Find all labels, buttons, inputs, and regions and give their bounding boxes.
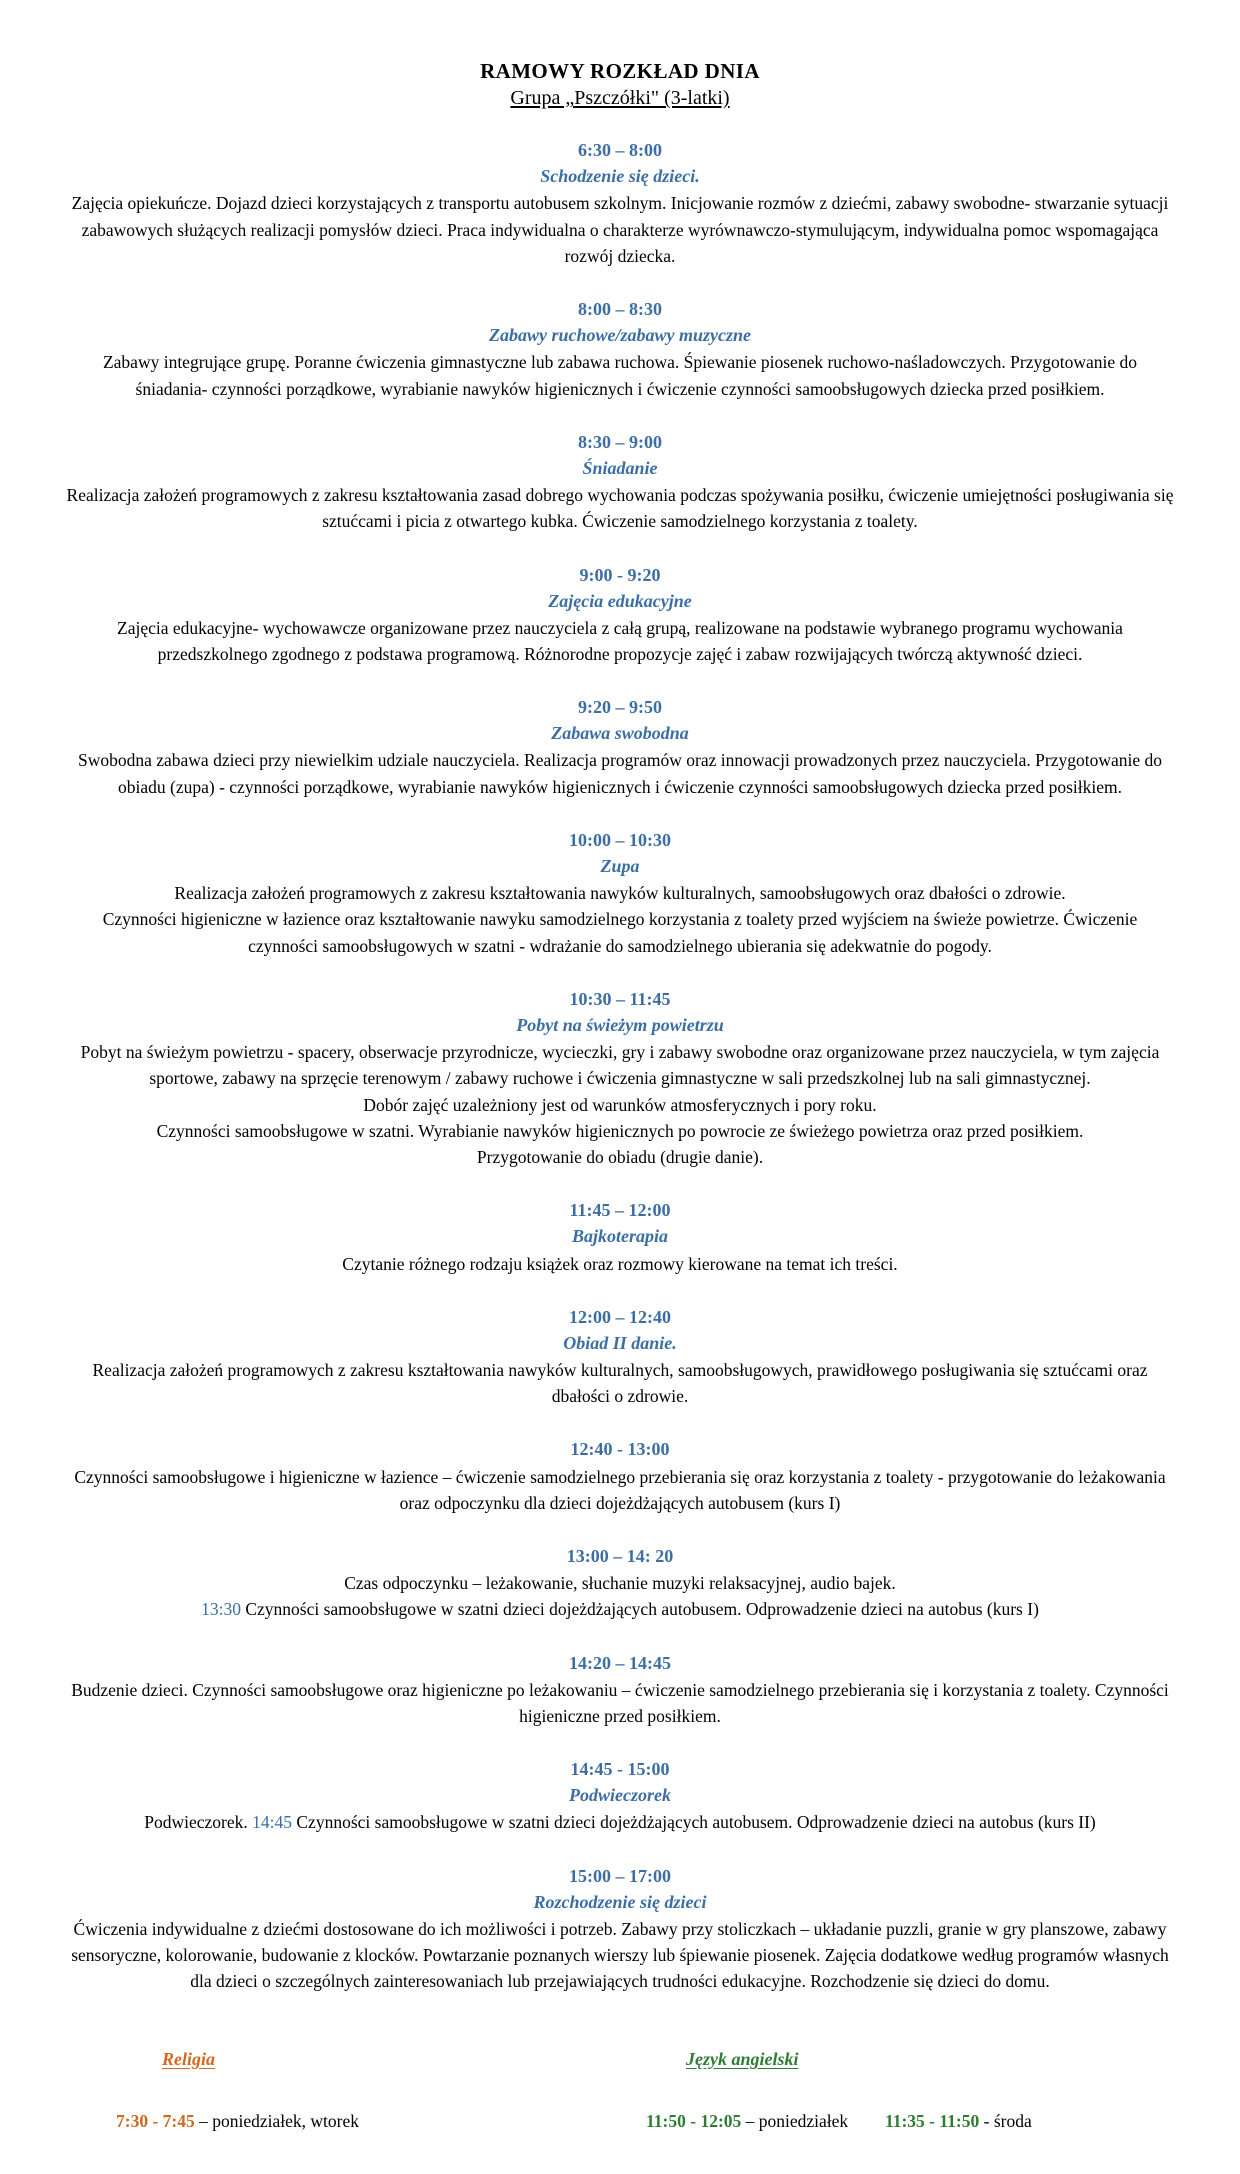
schedule-block-paragraph: Realizacja założeń programowych z zakresu kształtowania zasad dobrego wychowania podczas spożywania posiłku, ćwiczenie umiejętności posługiwania się sztućcami i picia z otwartego kubka. Ćwiczenie samodzielnego korzystania z toalety. <box>66 485 1174 532</box>
document-subtitle <box>66 85 1174 111</box>
schedule-block-paragraph: Ćwiczenia indywidualne z dziećmi dostosowane do ich możliwości i potrzeb. Zabawy przy stoliczkach – układanie puzzli, granie w gry planszowe, zabawy sensoryczne, kolorowanie, budowanie z klocków. Powtarzanie poznanych wierszy lub śpiewanie piosenek. Zajęcia dodatkowe według programów własnych dla dzieci o szczególnych zainteresowaniach lub przejawiających trudności edukacyjne. Rozchodzenie się dzieci do domu. <box>71 1918 1169 1992</box>
schedule-block-body <box>66 1357 1174 1410</box>
schedule-block-paragraph: Pobyt na świeżym powietrzu - spacery, obserwacje przyrodnicze, wycieczki, gry i zabawy swobodne oraz organizowane przez nauczyciela, w tym zajęcia sportowe, zabawy na sprzęcie terenowym / zabawy ruchowe i ćwiczenia gimnastyczne w sali przedszkolnej lub na sali gimnastycznej. <box>80 1042 1160 1089</box>
schedule-block-body <box>66 1809 1174 1835</box>
schedule-block-paragraph: Czas odpoczynku – leżakowanie, słuchanie muzyki relaksacyjnej, audio bajek. <box>344 1573 896 1594</box>
schedule-block-paragraph: Swobodna zabawa dzieci przy niewielkim udziale nauczyciela. Realizacja programów oraz innowacji prowadzonych przez nauczyciela. Przygotowanie do obiadu (zupa) - czynności porządkowe, wyrabianie nawyków higienicznych i ćwiczenie czynności samoobsługowych dziecka przed posiłkiem. <box>77 750 1163 797</box>
schedule-block <box>66 1543 1174 1623</box>
schedule-block-time: 14:45 - 15:00 <box>570 1759 670 1780</box>
schedule-block-heading: Podwieczorek <box>569 1785 671 1806</box>
angielski-days-slot-2: - środa <box>983 2110 1032 2131</box>
religia-time: 7:30 - 7:45 <box>116 2110 195 2131</box>
schedule-block-paragraph: Zajęcia opiekuńcze. Dojazd dzieci korzystających z transportu autobusem szkolnym. Inicjowanie rozmów z dziećmi, zabawy swobodne- stwarzanie sytuacji zabawowych służących realizacji pomysłów dzieci. Praca indywidualna o charakterze wyrównawczo-stymulującym, indywidualna pomoc wspomagająca rozwój dziecka. <box>71 193 1169 266</box>
schedule-block-body <box>66 1464 1174 1517</box>
inline-line-time: 14:45 <box>252 1812 292 1833</box>
document-title: RAMOWY ROZKŁAD DNIA <box>480 59 760 83</box>
footer-column-angielski <box>620 2047 1174 2134</box>
schedule-block-body <box>66 615 1174 668</box>
schedule-block <box>66 1756 1174 1835</box>
schedule-block-paragraph: Czynności higieniczne w łazience oraz kształtowanie nawyku samodzielnego korzystania z toalety przed wyjściem na świeże powietrze. Ćwiczenie czynności samoobsługowych w szatni - wdrażanie do samodzielnego ubierania się adekwatnie do pogody. <box>102 909 1138 956</box>
schedule-block-time: 8:30 – 9:00 <box>578 431 662 452</box>
schedule-block-inline-time-line <box>66 1809 1174 1835</box>
schedule-block-paragraph: Budzenie dzieci. Czynności samoobsługowe oraz higieniczne po leżakowaniu – ćwiczenie samodzielnego przebierania się i korzystania z toalety. Czynności higieniczne przed posiłkiem. <box>71 1679 1169 1726</box>
schedule-block-body <box>66 349 1174 402</box>
inline-line-text: Czynności samoobsługowe w szatni dzieci dojeżdżających autobusem. Odprowadzenie dzieci na autobus (kurs I) <box>245 1599 1039 1620</box>
schedule-block-paragraph: Zabawy integrujące grupę. Poranne ćwiczenia gimnastyczne lub zabawa ruchowa. Śpiewanie piosenek ruchowo-naśladowczych. Przygotowanie do śniadania- czynności porządkowe, wyrabianie nawyków higienicznych i ćwiczenie czynności samoobsługowych dziecka przed posiłkiem. <box>102 352 1138 399</box>
schedule-block-paragraph: Czytanie różnego rodzaju książek oraz rozmowy kierowane na temat ich treści. <box>342 1253 898 1274</box>
schedule-block <box>66 296 1174 402</box>
schedule-block <box>66 1197 1174 1276</box>
schedule-block-paragraph: Przygotowanie do obiadu (drugie danie). <box>476 1147 764 1168</box>
inline-line-text: Czynności samoobsługowe w szatni dzieci dojeżdżających autobusem. Odprowadzenie dzieci na autobus (kurs II) <box>296 1812 1096 1833</box>
inline-line-time: 13:30 <box>201 1599 241 1620</box>
footer-extra-activities <box>66 2047 1174 2134</box>
schedule-block-body <box>66 747 1174 800</box>
schedule-block-body <box>66 1916 1174 1995</box>
schedule-block <box>66 986 1174 1170</box>
religia-title: Religia <box>162 2048 215 2069</box>
schedule-block-heading: Zabawa swobodna <box>551 723 689 744</box>
schedule-block-time: 15:00 – 17:00 <box>569 1865 671 1886</box>
schedule-block-time: 12:00 – 12:40 <box>569 1306 671 1327</box>
schedule-block-body <box>66 880 1174 959</box>
religia-days: – poniedziałek, wtorek <box>199 2110 359 2131</box>
schedule-block-body <box>66 1570 1174 1623</box>
schedule-list <box>66 137 1174 1994</box>
schedule-block-heading: Rozchodzenie się dzieci <box>533 1891 707 1912</box>
footer-column-religia <box>66 2047 620 2134</box>
schedule-block-paragraph: Realizacja założeń programowych z zakresu kształtowania nawyków kulturalnych, samoobsługowych oraz dbałości o zdrowie. <box>174 883 1066 904</box>
schedule-block-time: 13:00 – 14: 20 <box>566 1546 674 1567</box>
schedule-block <box>66 1650 1174 1730</box>
inline-line-prefix: Podwieczorek. <box>144 1812 248 1833</box>
schedule-block-body <box>66 1039 1174 1170</box>
schedule-block-paragraph: Czynności samoobsługowe i higieniczne w łazience – ćwiczenie samodzielnego przebierania się oraz korzystania z toalety - przygotowanie do leżakowania oraz odpoczynku dla dzieci dojeżdżających autobusem (kurs I) <box>74 1466 1166 1513</box>
schedule-block-time: 6:30 – 8:00 <box>578 140 662 161</box>
schedule-block-heading: Schodzenie się dzieci. <box>540 166 700 187</box>
angielski-schedule-line <box>646 2108 1174 2134</box>
angielski-days-slot-1: – poniedziałek <box>745 2110 849 2131</box>
schedule-block <box>66 827 1174 959</box>
schedule-block-time: 9:00 - 9:20 <box>579 564 661 585</box>
angielski-time-slot-1: 11:50 - 12:05 <box>646 2110 742 2131</box>
schedule-block <box>66 1863 1174 1995</box>
schedule-block-time: 12:40 - 13:00 <box>570 1439 670 1460</box>
schedule-block <box>66 429 1174 535</box>
schedule-block-body <box>66 1677 1174 1730</box>
angielski-title: Język angielski <box>686 2048 799 2069</box>
schedule-block-body <box>66 190 1174 269</box>
schedule-block <box>66 694 1174 800</box>
schedule-block-time: 9:20 – 9:50 <box>578 697 662 718</box>
angielski-time-slot-2: 11:35 - 11:50 <box>884 2110 980 2131</box>
schedule-block <box>66 1304 1174 1410</box>
schedule-block-paragraph: Zajęcia edukacyjne- wychowawcze organizowane przez nauczyciela z całą grupą, realizowane na podstawie wybranego programu wychowania przedszkolnego zgodnego z podstawa programową. Różnorodne propozycje zajęć i zabaw rozwijających twórczą aktywność dzieci. <box>117 617 1123 664</box>
schedule-block-heading: Pobyt na świeżym powietrzu <box>516 1014 724 1035</box>
religia-schedule-line <box>116 2108 620 2134</box>
schedule-block-paragraph: Realizacja założeń programowych z zakresu kształtowania nawyków kulturalnych, samoobsługowych, prawidłowego posługiwania się sztućcami oraz dbałości o zdrowie. <box>92 1359 1148 1407</box>
schedule-block-heading: Zajęcia edukacyjne <box>548 590 692 611</box>
schedule-block-paragraph: Czynności samoobsługowe w szatni. Wyrabianie nawyków higienicznych po powrocie ze świeżego powietrza oraz przed posiłkiem. <box>156 1120 1084 1141</box>
schedule-block-time: 10:00 – 10:30 <box>569 829 671 850</box>
schedule-block-heading: Zupa <box>600 856 640 877</box>
schedule-block <box>66 137 1174 269</box>
schedule-block-heading: Śniadanie <box>582 457 658 478</box>
schedule-block-inline-time-line <box>66 1596 1174 1622</box>
document-subtitle-text: Grupa „Pszczółki" (3-latki) <box>510 87 730 110</box>
schedule-block <box>66 562 1174 668</box>
schedule-block-body <box>66 1251 1174 1277</box>
schedule-block <box>66 1436 1174 1516</box>
schedule-block-paragraph: Dobór zajęć uzależniony jest od warunków atmosferycznych i pory roku. <box>363 1094 877 1115</box>
schedule-block-time: 8:00 – 8:30 <box>578 299 662 320</box>
schedule-block-time: 14:20 – 14:45 <box>569 1652 671 1673</box>
schedule-block-time: 10:30 – 11:45 <box>569 988 671 1009</box>
schedule-block-heading: Zabawy ruchowe/zabawy muzyczne <box>488 325 751 346</box>
schedule-block-heading: Bajkoterapia <box>571 1226 668 1247</box>
schedule-block-heading: Obiad II danie. <box>563 1332 677 1353</box>
schedule-block-time: 11:45 – 12:00 <box>569 1200 671 1221</box>
schedule-block-body <box>66 482 1174 535</box>
